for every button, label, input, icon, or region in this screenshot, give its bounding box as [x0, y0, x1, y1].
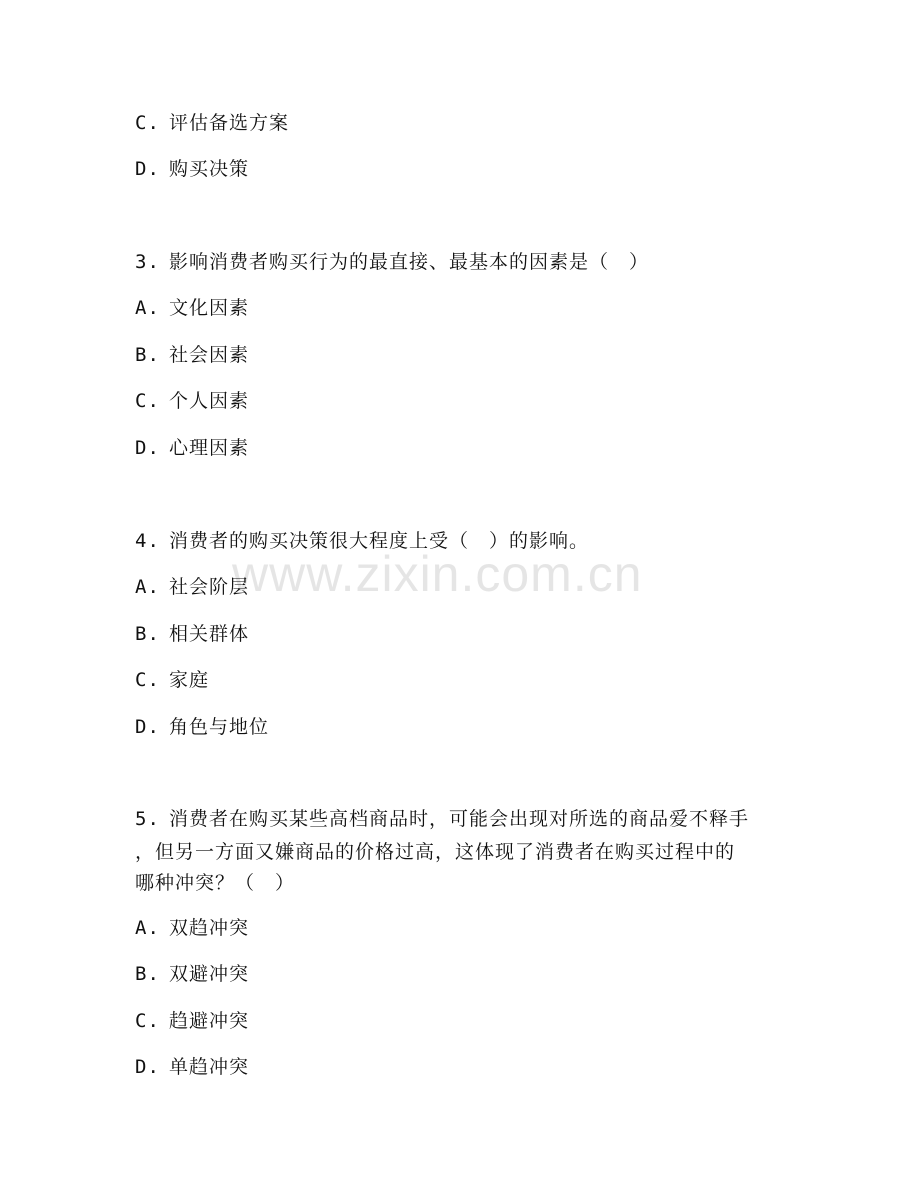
option-letter: D.: [135, 716, 160, 738]
option-text: 个人因素: [169, 390, 250, 412]
option-c: [135, 107, 289, 139]
option-letter: C.: [135, 669, 160, 691]
option-d: [135, 153, 249, 185]
option-text: 心理因素: [169, 437, 250, 459]
question-number: 5.: [135, 808, 160, 830]
question-text: 影响消费者购买行为的最直接、最基本的因素是（ ）: [169, 251, 650, 273]
option-letter: A.: [135, 576, 160, 598]
question-5-line-3: [135, 867, 295, 899]
option-b: [135, 339, 249, 371]
question-text: 消费者在购买某些高档商品时，可能会出现对所选的商品爱不释手: [169, 808, 750, 830]
option-c: [135, 664, 209, 696]
option-c: [135, 1005, 249, 1037]
option-letter: D.: [135, 158, 160, 180]
question-text: 哪种冲突？（ ）: [135, 872, 296, 894]
watermark: www.zixin.com.cn: [232, 546, 643, 602]
option-letter: C.: [135, 390, 160, 412]
option-text: 评估备选方案: [169, 112, 290, 134]
question-5: [135, 803, 749, 835]
option-letter: B.: [135, 623, 160, 645]
option-text: 双避冲突: [169, 963, 250, 985]
option-a: [135, 912, 249, 944]
option-letter: D.: [135, 437, 160, 459]
option-text: 家庭: [169, 669, 210, 691]
option-text: 社会阶层: [169, 576, 250, 598]
option-b: [135, 958, 249, 990]
option-a: [135, 292, 249, 324]
option-text: 双趋冲突: [169, 917, 250, 939]
question-number: 3.: [135, 251, 160, 273]
option-text: 社会因素: [169, 344, 250, 366]
question-text: 消费者的购买决策很大程度上受（ ）的影响。: [169, 530, 590, 552]
option-b: [135, 618, 249, 650]
option-c: [135, 385, 249, 417]
option-text: 角色与地位: [169, 716, 270, 738]
question-text: ，但另一方面又嫌商品的价格过高，这体现了消费者在购买过程中的: [135, 841, 736, 863]
option-letter: A.: [135, 297, 160, 319]
option-text: 趋避冲突: [169, 1010, 250, 1032]
option-d: [135, 1051, 249, 1083]
question-number: 4.: [135, 530, 160, 552]
option-letter: C.: [135, 1010, 160, 1032]
option-text: 相关群体: [169, 623, 250, 645]
option-letter: D.: [135, 1056, 160, 1078]
option-letter: B.: [135, 344, 160, 366]
question-3: [135, 246, 649, 278]
option-text: 文化因素: [169, 297, 250, 319]
option-text: 单趋冲突: [169, 1056, 250, 1078]
option-text: 购买决策: [169, 158, 250, 180]
option-letter: A.: [135, 917, 160, 939]
option-d: [135, 711, 269, 743]
option-letter: B.: [135, 963, 160, 985]
question-5-line-2: [135, 836, 735, 868]
option-d: [135, 432, 249, 464]
option-letter: C.: [135, 112, 160, 134]
